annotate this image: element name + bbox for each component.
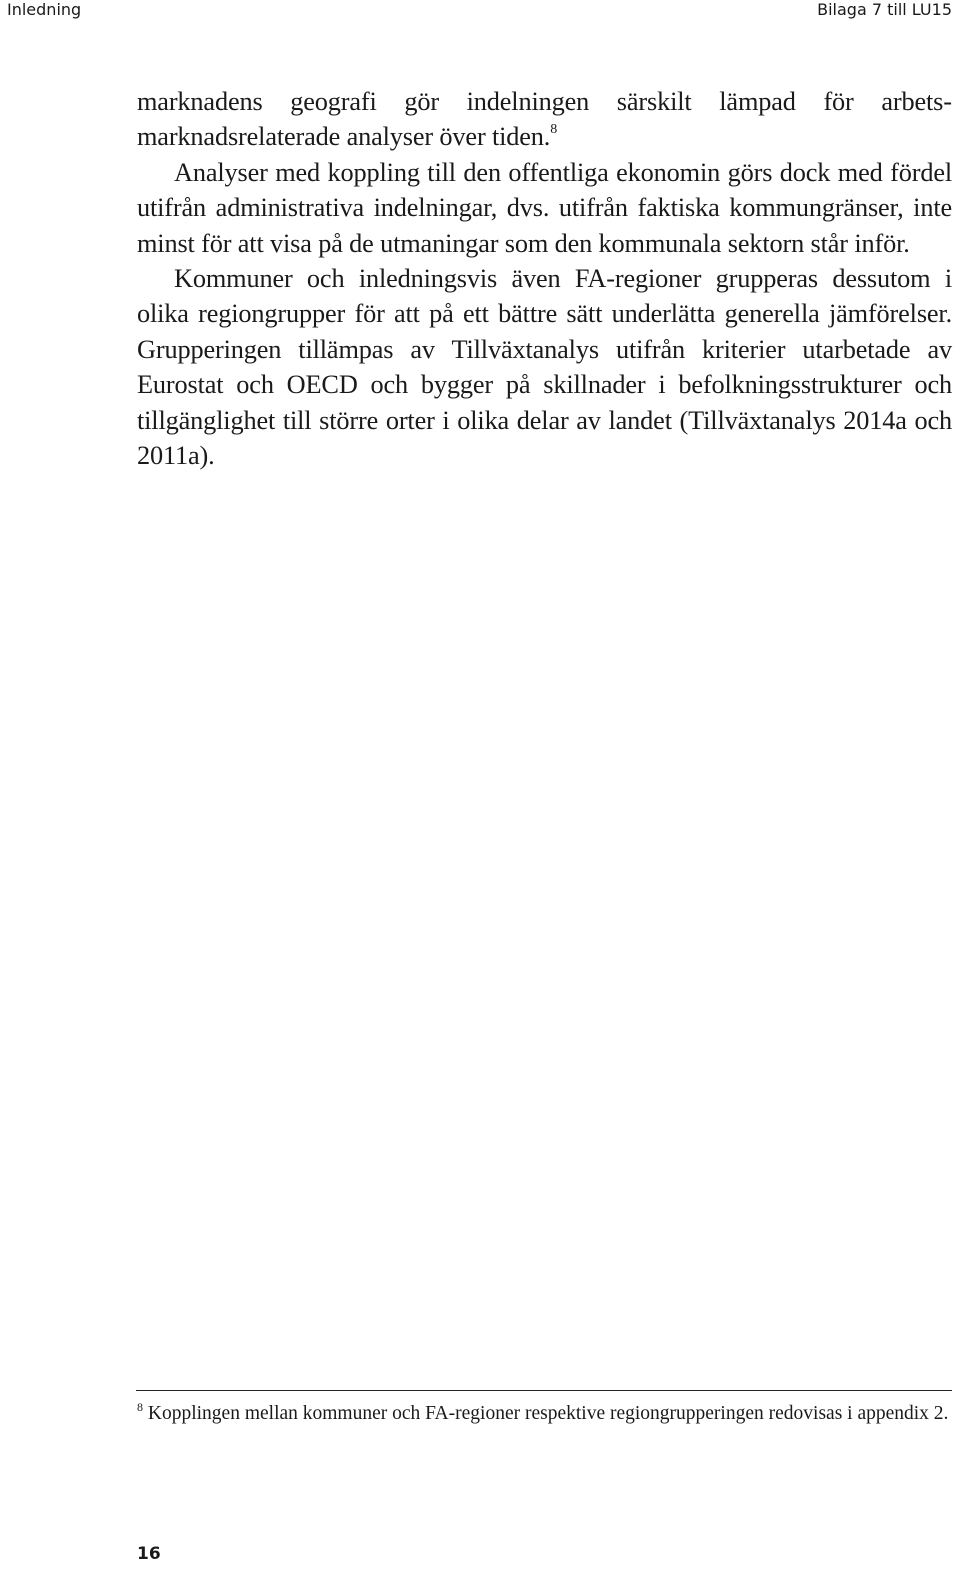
footnote-text: Kopplingen mellan kommuner och FA-regioner respektive regiongrupperingen redovisas i appendix 2. <box>147 1403 949 1424</box>
page-number: 16 <box>137 1544 161 1564</box>
footnote-number: 8 <box>137 1400 143 1414</box>
paragraph-3: Kommuner och inledningsvis även FA-regioner grupperas dessutom i olika regiongrupper för att på ett bättre sätt underlätta generella jämförelser. Grupperingen tillämpas av Tillväxtanalys utifrån kriterier utarbetade av Eurostat och OECD och bygger på skillnader i befolkningsstrukturer och tillgänglighet till större orter i olika delar av landet (Tillväxtanalys 2014a och 2011a). <box>137 264 952 471</box>
paragraph-1-text: marknadens geografi gör indelningen särskilt lämpad för arbetsmarknadsrelaterade analyser över tiden. <box>137 87 952 152</box>
paragraph-1 <box>137 84 952 155</box>
running-header <box>0 0 960 22</box>
footnote-reference[interactable]: 8 <box>550 122 558 138</box>
body-text <box>137 84 952 473</box>
footnote-divider <box>136 1390 952 1391</box>
header-section-title: Inledning <box>7 0 82 19</box>
paragraph-2: Analyser med koppling till den offentliga ekonomin görs dock med fördel utifrån administrativa indelningar, dvs. utifrån faktiska kommungränser, inte minst för att visa på de utmaningar som den kommunala sektorn står inför. <box>137 157 952 258</box>
footnote <box>137 1402 952 1426</box>
header-appendix-label: Bilaga 7 till LU15 <box>817 0 952 19</box>
